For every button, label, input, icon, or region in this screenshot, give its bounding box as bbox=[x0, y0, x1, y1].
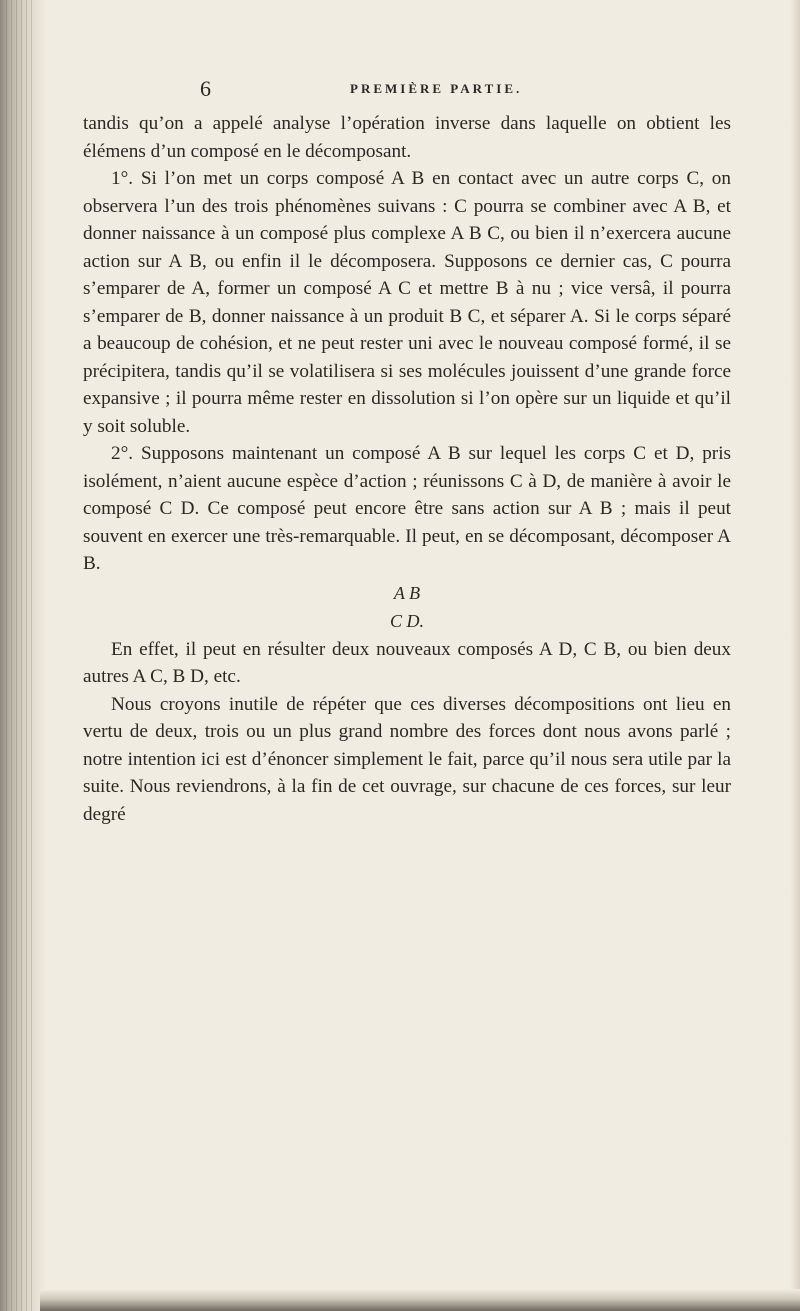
page-edge-right bbox=[790, 0, 800, 1311]
binding-shadow-lines bbox=[6, 0, 36, 1311]
page-header bbox=[200, 76, 600, 106]
paragraph-2: 1°. Si l’on met un corps composé A B en contact avec un autre corps C, on observera l’un des trois phénomènes suivans : C pourra se combiner avec A B, et donner naissance à un composé plus complexe A B C, ou bien il n’exercera aucune action sur A B, ou enfin il le décomposera. Supposons ce dernier cas, C pourra s’emparer de A, former un composé A C et mettre B à nu ; vice versâ, il pourra s’emparer de B, donner naissance à un produit B C, et séparer A. Si le corps séparé a beaucoup de cohésion, et ne peut rester uni avec le nouveau composé formé, il se précipitera, tandis qu’il se volatilisera si ses molécules jouissent d’une grande force expansive ; il pourra même rester en dissolution si l’on opère sur un liquide et qu’il y soit soluble. bbox=[83, 168, 731, 437]
paragraph-4: En effet, il peut en résulter deux nouveaux composés A D, C B, ou bien deux autres A C, B D, etc. bbox=[83, 638, 731, 687]
body-text bbox=[83, 110, 731, 828]
paragraph-1: tandis qu’on a appelé analyse l’opération inverse dans laquelle on obtient les élémens d’un composé en le décomposant. bbox=[83, 113, 731, 162]
page-number: 6 bbox=[200, 76, 211, 101]
paragraph-5: Nous croyons inutile de répéter que ces diverses décompositions ont lieu en vertu de deux, trois ou un plus grand nombre des forces dont nous avons parlé ; notre intention ici est d’énoncer simplement le fait, parce qu’il nous sera utile par la suite. Nous reviendrons, à la fin de cet ouvrage, sur chacune de ces forces, sur leur degré bbox=[83, 693, 731, 825]
paragraph-3: 2°. Supposons maintenant un composé A B sur lequel les corps C et D, pris isolément, n’aient aucune espèce d’action ; réunissons C à D, de manière à avoir le composé C D. Ce composé peut encore être sans action sur A B ; mais il peut souvent en exercer une très-remarquable. Il peut, en se décomposant, décomposer A B. bbox=[83, 443, 731, 574]
formula-line-2: C D. bbox=[389, 610, 424, 631]
page-edge-bottom bbox=[40, 1289, 800, 1311]
formula-line-1: A B bbox=[393, 582, 421, 603]
running-head: PREMIÈRE PARTIE. bbox=[350, 81, 523, 96]
